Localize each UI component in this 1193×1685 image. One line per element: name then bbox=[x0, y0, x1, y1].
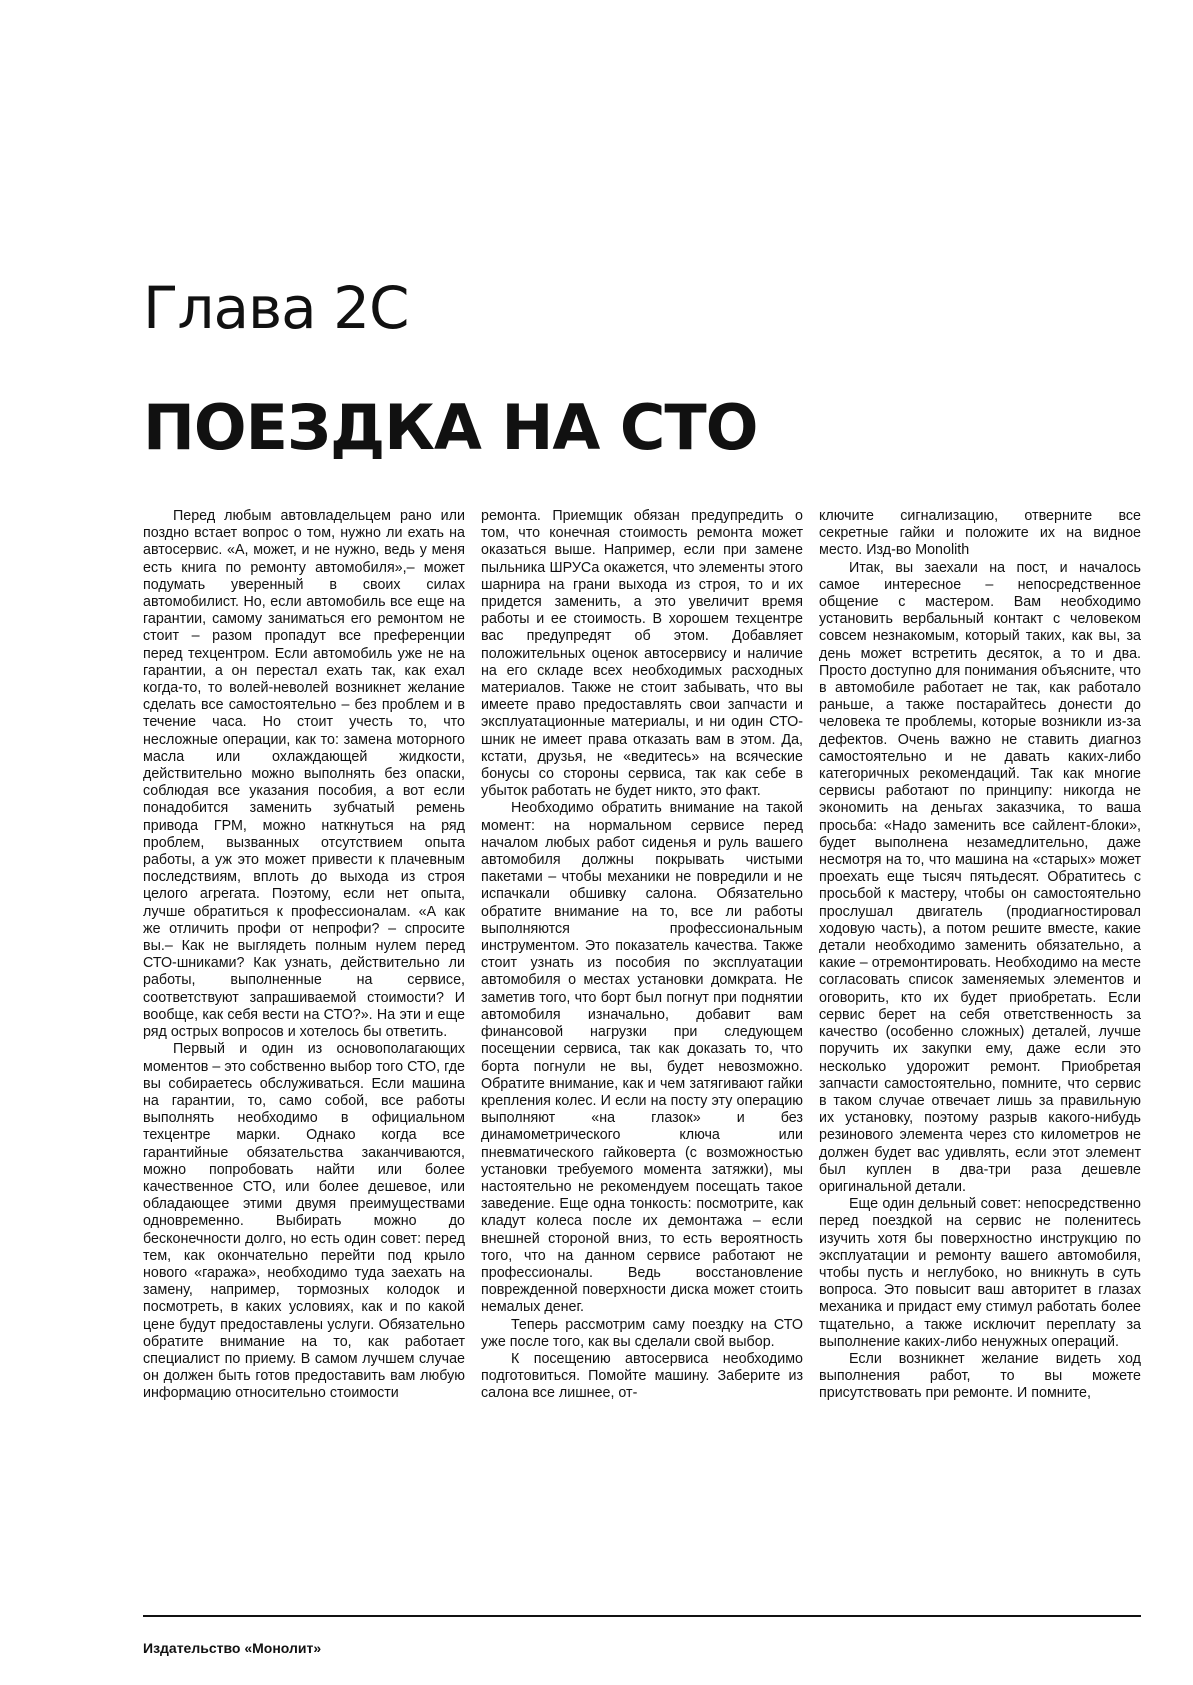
text-column-3 bbox=[819, 508, 1141, 1584]
text-columns bbox=[143, 508, 1141, 1584]
chapter-heading: Глава 2С bbox=[143, 274, 409, 342]
paragraph: Еще один дельный совет: непосредственно перед поездкой на сервис не поленитесь изучить хотя бы поверхностно инструкцию по эксплуатации и ремонту вашего автомобиля, чтобы пусть и неглубоко, но вникнуть в суть вопроса. Это повысит ваш авторитет в глазах механика и придаст ему стимул работать более тщательно, а также исключит переплату за выполнение каких-либо ненужных операций. bbox=[819, 1196, 1141, 1350]
paragraph: ремонта. Приемщик обязан предупредить о том, что конечная стоимость ремонта может оказаться выше. Например, если при замене пыльника ШРУСа окажется, что элементы этого шарнира на грани выхода из строя, то и их придется заменить, а это увеличит время работы и ее стоимость. В хорошем техцентре вас предупредят об этом. Добавляет положительных оценок автосервису и наличие на его складе всех необходимых расходных материалов. Также не стоит забывать, что вы имеете право предоставлять свои запчасти и эксплуатационные материалы, и ни один СТО-шник не имеет права отказать вам в этом. Да, кстати, друзья, не «ведитесь» на всяческие бонусы со стороны сервиса, так как себе в убыток работать не будет никто, это факт. bbox=[481, 508, 803, 800]
paragraph: Теперь рассмотрим саму поездку на СТО уже после того, как вы сделали свой выбор. bbox=[481, 1316, 803, 1350]
publisher-footer: Издательство «Монолит» bbox=[143, 1640, 322, 1656]
page-title: ПОЕЗДКА НА СТО bbox=[143, 391, 758, 464]
paragraph: К посещению автосервиса необходимо подготовиться. Помойте машину. Заберите из салона все лишнее, от- bbox=[481, 1350, 803, 1402]
paragraph: Необходимо обратить внимание на такой момент: на нормальном сервисе перед началом любых работ сиденья и руль вашего автомобиля должны покрывать чистыми пакетами – чтобы механики не повредили и не испачкали обшивку салона. Обязательно обратите внимание на то, все ли работы выполняются профессиональным инструментом. Это показатель качества. Также стоит узнать из пособия по эксплуатации автомобиля о местах установки домкрата. Не заметив того, что борт был погнут при поднятии автомобиля изначально, добавит вам финансовой нагрузки при следующем посещении сервиса, так как доказать то, что борта погнули не вы, будет невозможно. Обратите внимание, как и чем затягивают гайки крепления колес. И если на посту эту операцию выполняют «на глазок» и без динамометрического ключа или пневматического гайковерта (с возможностью установки требуемого момента затяжки), мы настоятельно не рекомендуем посещать такое заведение. Еще одна тонкость: посмотрите, как кладут колеса после их демонтажа – если внешней стороной вниз, то есть вероятность того, что на данном сервисе работают не профессионалы. Ведь восстановление поврежденной поверхности диска может стоить немалых денег. bbox=[481, 800, 803, 1316]
paragraph: Первый и один из основополагающих моментов – это собственно выбор того СТО, где вы собираетесь обслуживаться. Если машина на гарантии, то, само собой, все работы выполнять необходимо в официальном техцентре марки. Однако когда все гарантийные обязательства заканчиваются, можно попробовать найти или более качественное СТО, или более дешевое, или обладающее этими двумя преимуществами одновременно. Выбирать можно до бесконечности долго, но есть один совет: перед тем, как окончательно перейти под крыло нового «гаража», необходимо туда заехать на замену, например, тормозных колодок и посмотреть, в каких условиях, как и по какой цене будут предоставлены услуги. Обязательно обратите внимание на то, как работает специалист по приему. В самом лучшем случае он должен быть готов предоставить вам любую информацию относительно стоимости bbox=[143, 1041, 465, 1402]
paragraph: ключите сигнализацию, отверните все секретные гайки и положите их на видное место. Изд-во Monolith bbox=[819, 508, 1141, 559]
footer-divider bbox=[143, 1615, 1141, 1617]
paragraph: Если возникнет желание видеть ход выполнения работ, то вы можете присутствовать при ремонте. И помните, bbox=[819, 1350, 1141, 1402]
text-column-2 bbox=[481, 508, 803, 1584]
paragraph: Перед любым автовладельцем рано или поздно встает вопрос о том, нужно ли ехать на автосервис. «А, может, и не нужно, ведь у меня есть книга по ремонту автомобиля»,– может подумать уверенный в своих силах автомобилист. Но, если автомобиль все еще на гарантии, самому заниматься его ремонтом не стоит – разом пропадут все преференции перед техцентром. Если автомобиль уже не на гарантии, а он перестал ехать так, как ехал когда-то, то волей-неволей возникнет желание сделать все самостоятельно – без проблем и в течение часа. Но стоит учесть то, что несложные операции, как то: замена моторного масла или охлаждающей жидкости, действительно можно выполнять без опаски, соблюдая все указания пособия, а вот если понадобится заменить зубчатый ремень привода ГРМ, можно наткнуться на ряд проблем, вызванных отсутствием опыта работы, а уж это может привести к плачевным последствиям, вплоть до выхода из строя целого агрегата. Поэтому, если нет опыта, лучше обратиться к профессионалам. «А как же отличить профи от непрофи? – спросите вы.– Как не выглядеть полным нулем перед СТО-шниками? Как узнать, действительно ли работы, выполненные на сервисе, соответствуют запрашиваемой стоимости? И вообще, как себя вести на СТО?». На эти и еще ряд острых вопросов и хотелось бы ответить. bbox=[143, 508, 465, 1041]
text-column-1 bbox=[143, 508, 465, 1584]
paragraph: Итак, вы заехали на пост, и началось самое интересное – непосредственное общение с мастером. Вам необходимо установить вербальный контакт с человеком совсем незнакомым, который таких, как вы, за день может встретить десяток, а то и два. Просто доступно для понимания объясните, что в автомобиле работает не так, как работало раньше, а также постарайтесь донести до человека те проблемы, которые возникли из-за дефектов. Очень важно не ставить диагноз самостоятельно и не давать каких-либо категоричных рекомендаций. Так как многие сервисы работают по принципу: никогда не экономить на деньгах заказчика, то ваша просьба: «Надо заменить все сайлент-блоки», будет выполнена незамедлительно, даже несмотря на то, что машина на «старых» может проехать еще тысяч пятьдесят. Обратитесь с просьбой к мастеру, чтобы он самостоятельно прослушал двигатель (продиагностировал ходовую часть), а потом решите вместе, какие детали необходимо заменить обязательно, а какие – отремонтировать. Необходимо на месте согласовать список заменяемых элементов и оговорить, кто их будет приобретать. Если сервис берет на себя ответственность за качество (особенно сложных) деталей, лучше поручить их закупки ему, даже если это несколько удорожит ремонт. Приобретая запчасти самостоятельно, помните, что сервис в таком случае отвечает лишь за правильную их установку, поэтому разрыв какого-нибудь резинового элемента через сто километров не должен будет вас удивлять, если этот элемент был куплен в два-три раза дешевле оригинальной детали. bbox=[819, 559, 1141, 1195]
